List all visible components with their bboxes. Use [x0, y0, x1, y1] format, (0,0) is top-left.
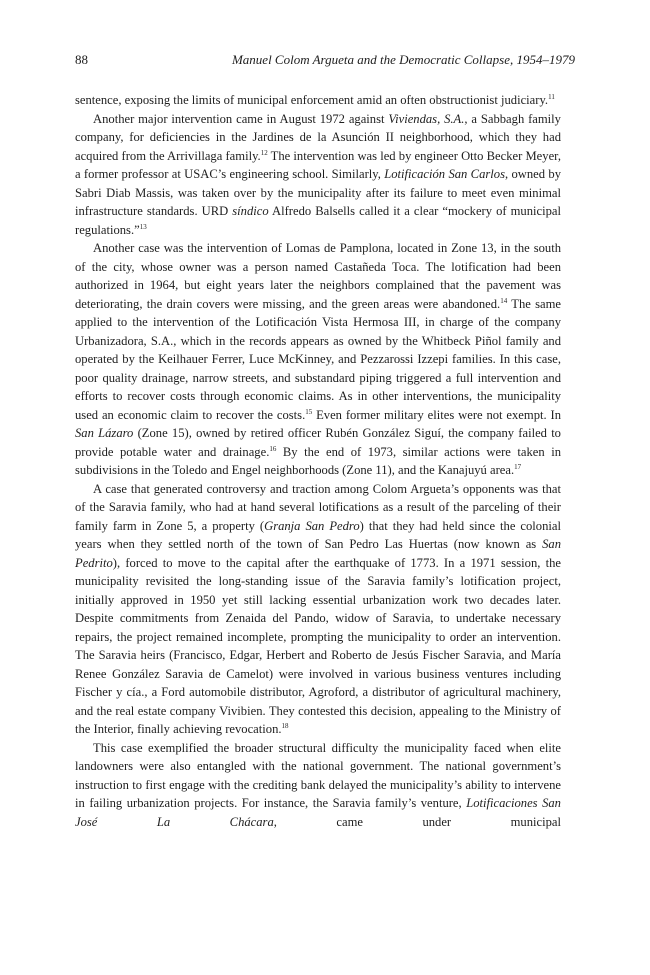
footnote-ref: 13 [139, 222, 147, 231]
text-run: A case that generated controversy and traction among Colom Argueta’s opponents was that of the Saravia family, who had at hand several lotifications as a result of the parceling of their family farm in Zone 5, a property ( [75, 481, 561, 533]
text-run: , came under municipal [273, 814, 561, 829]
text-run: , owned by Sabri Diab Massis, was taken over by the municipality after its failure to meet even minimal infrastructure standards. URD [75, 167, 561, 218]
paragraph [75, 110, 561, 240]
italic-text: Lotificación San Carlos [384, 167, 505, 181]
text-run: ), forced to move to the capital after the earthquake of 1773. In a 1971 session, the municipality revisited the long-standing issue of the Saravia family’s lotification project, initially approved in 1950 yet still lacking essential urbanization work two decades later. Despite commitments from Zenaida del Pando, widow of Saravia, to undertake necessary repairs, the project remained incomplete, prompting the municipality to order an intervention. The Saravia heirs (Francisco, Edgar, Herbert and Roberto de Jesús Fischer Saravia, and María Renee González Saravia de Camelot) were involved in various business ventures including Fischer y cía., a Ford automobile distributor, Agroford, a distributor of agricultural machinery, and the real estate company Vivibien. They contested this decision, appealing to the Ministry of the Interior, finally achieving revocation. [75, 555, 561, 736]
page-number: 88 [75, 52, 88, 67]
text-run: This case exemplified the broader structural difficulty the municipality faced when elite landowners were also entangled with the national government. The national government’s instruction to first engage with the crediting bank delayed the municipality’s ability to intervene in failing urbanization projects. For instance, the Saravia family’s venture, [75, 740, 561, 810]
italic-text: Granja San Pedro [264, 518, 360, 533]
text-run: By the end of 1973, similar actions were taken in subdivisions in the Toledo and Engel neighborhoods (Zone 11), and the Kanajuyú area. [75, 444, 561, 477]
text-run: Another major intervention came in August 1972 against [93, 111, 389, 126]
body-text [75, 91, 561, 831]
running-header [75, 50, 575, 70]
paragraph [75, 739, 561, 832]
footnote-ref: 18 [281, 722, 289, 730]
text-run: (Zone 15), owned by retired officer Rubén González Siguí, the company failed to provide potable water and drainage. [75, 426, 561, 459]
text-run: Even former military elites were not exempt. In [312, 407, 561, 422]
text-run: , a Sabbagh family company, for deficiencies in the Jardines de la Asunción II neighborhood, which they had acquired from the Arrivillaga family. [75, 111, 561, 163]
italic-text: Viviendas, S.A. [388, 111, 465, 126]
italic-text: síndico [232, 204, 269, 218]
italic-text: San Pedrito [75, 537, 561, 570]
footnote-ref: 17 [514, 463, 522, 471]
footnote-ref: 12 [260, 148, 268, 157]
footnote-ref: 14 [500, 296, 508, 305]
footnote-ref: 16 [269, 444, 277, 453]
footnote-ref: 11 [548, 93, 555, 101]
text-run: Alfredo Balsells called it a clear “mockery of municipal regulations.” [75, 204, 561, 237]
footnote-ref: 15 [305, 407, 313, 416]
italic-text: Lotificaciones San José La Chácara [75, 796, 561, 829]
running-title: Manuel Colom Argueta and the Democratic Collapse, 1954–1979 [231, 52, 575, 67]
italic-text: San Lázaro [75, 426, 134, 440]
text-run: The intervention was led by engineer Otto Becker Meyer, a former professor at USAC’s engineering school. Similarly, [75, 148, 561, 181]
paragraph [75, 91, 561, 110]
text-run: sentence, exposing the limits of municipal enforcement amid an often obstructionist judiciary. [75, 93, 549, 107]
text-run: Another case was the intervention of Lomas de Pamplona, located in Zone 13, in the south of the city, whose owner was a person named Castañeda Toca. The lotification had been authorized in 1964, but eight years later the neighbors complained that the pavement was deteriorating, the drain covers were missing, and the green areas were abandoned. [75, 241, 561, 311]
paragraph [75, 239, 561, 480]
paragraph [75, 480, 561, 739]
text-run: The same applied to the intervention of the Lotificación Vista Hermosa III, in charge of the company Urbanizadora, S.A., which in the records appears as owned by the Whitbeck Piñol family and operated by the Keilhauer Ferrer, Luce McKinney, and Pezzarossi Izzepi families. In this case, poor quality drainage, narrow streets, and substandard piping triggered a full intervention and efforts to recover costs through economic claims. As in other interventions, the municipality used an economic claim to recover the costs. [75, 296, 561, 422]
text-run: ) that they had held since the colonial years when they settled north of the town of San Pedro Las Huertas (now known as [75, 518, 561, 551]
